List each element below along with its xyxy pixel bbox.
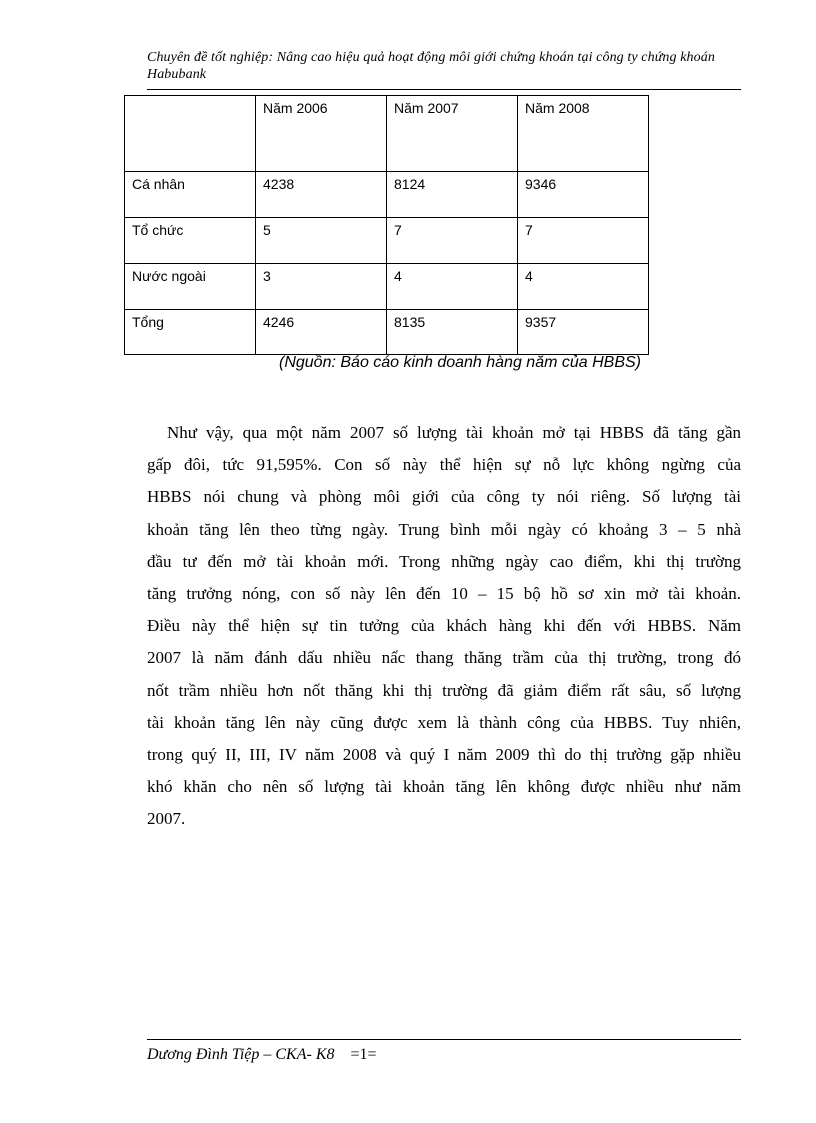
paragraph-line: trong quý II, III, IV năm 2008 và quý I năm 2009 thì do thị trường gặp nhiều bbox=[147, 744, 741, 764]
table-header-row bbox=[125, 96, 649, 172]
paragraph-line: gấp đôi, tức 91,595%. Con số này thể hiện sự nỗ lực không ngừng của bbox=[147, 455, 741, 475]
table-header-cell: Năm 2007 bbox=[387, 96, 518, 172]
table-cell: Cá nhân bbox=[125, 172, 256, 218]
table-cell: 4 bbox=[387, 264, 518, 310]
paragraph-line: HBBS nói chung và phòng môi giới của công ty nói riêng. Số lượng tài bbox=[147, 487, 741, 507]
paragraph-line: 2007. bbox=[147, 809, 186, 829]
table-row bbox=[125, 172, 649, 218]
paragraph-line: khoản tăng lên theo từng ngày. Trung bình mỗi ngày có khoảng 3 – 5 nhà bbox=[147, 519, 741, 539]
paragraph-line: nốt trầm nhiều hơn nốt thăng khi thị trường đã giảm điểm rất sâu, số lượng bbox=[147, 680, 741, 700]
table-cell: 5 bbox=[256, 218, 387, 264]
table-cell: 8124 bbox=[387, 172, 518, 218]
table-cell: 3 bbox=[256, 264, 387, 310]
body-paragraph bbox=[147, 417, 741, 835]
table-cell: 7 bbox=[518, 218, 649, 264]
running-header: Chuyên đề tốt nghiệp: Nâng cao hiệu quả hoạt động môi giới chứng khoán tại công ty chứng khoán Habubank bbox=[147, 50, 715, 82]
footer-author: Dương Đình Tiệp – CKA- K8 bbox=[147, 1046, 335, 1063]
table-row bbox=[125, 218, 649, 264]
table-cell: 9346 bbox=[518, 172, 649, 218]
table-cell: 7 bbox=[387, 218, 518, 264]
page-number: =1= bbox=[350, 1046, 377, 1063]
table-cell: Tổng bbox=[125, 310, 256, 355]
paragraph-line: 2007 là năm đánh dấu nhiều nấc thang thăng trầm của thị trường, trong đó bbox=[147, 648, 741, 668]
table-header-cell: Năm 2006 bbox=[256, 96, 387, 172]
table-cell: 4246 bbox=[256, 310, 387, 355]
footer-divider bbox=[147, 1039, 741, 1040]
table-cell: 4 bbox=[518, 264, 649, 310]
paragraph-line: tài khoản tăng lên này cũng được xem là thành công của HBBS. Tuy nhiên, bbox=[147, 712, 741, 732]
table-cell: 9357 bbox=[518, 310, 649, 355]
accounts-table bbox=[124, 95, 649, 355]
paragraph-line: Điều này thể hiện sự tin tưởng của khách hàng khi đến với HBBS. Năm bbox=[147, 616, 741, 636]
table-source-note: (Nguồn: Báo cáo kinh doanh hàng năm của HBBS) bbox=[279, 354, 642, 371]
paragraph-line: đầu tư đến mở tài khoản mới. Trong những ngày cao điểm, khi thị trường bbox=[147, 551, 741, 571]
table-header-cell bbox=[125, 96, 256, 172]
table-total-row bbox=[125, 310, 649, 355]
paragraph-line: Như vậy, qua một năm 2007 số lượng tài khoản mở tại HBBS đã tăng gần bbox=[167, 423, 741, 442]
table-cell: Tổ chức bbox=[125, 218, 256, 264]
table-cell: Nước ngoài bbox=[125, 264, 256, 310]
table-header-cell: Năm 2008 bbox=[518, 96, 649, 172]
table-cell: 8135 bbox=[387, 310, 518, 355]
table-cell: 4238 bbox=[256, 172, 387, 218]
table-row bbox=[125, 264, 649, 310]
header-divider bbox=[147, 89, 741, 90]
paragraph-line: khó khăn cho nên số lượng tài khoản tăng lên không được nhiều như năm bbox=[147, 777, 741, 797]
paragraph-line: tăng trưởng nóng, con số này lên đến 10 – 15 bộ hồ sơ xin mở tài khoản. bbox=[147, 583, 741, 603]
page-footer bbox=[147, 1046, 377, 1064]
